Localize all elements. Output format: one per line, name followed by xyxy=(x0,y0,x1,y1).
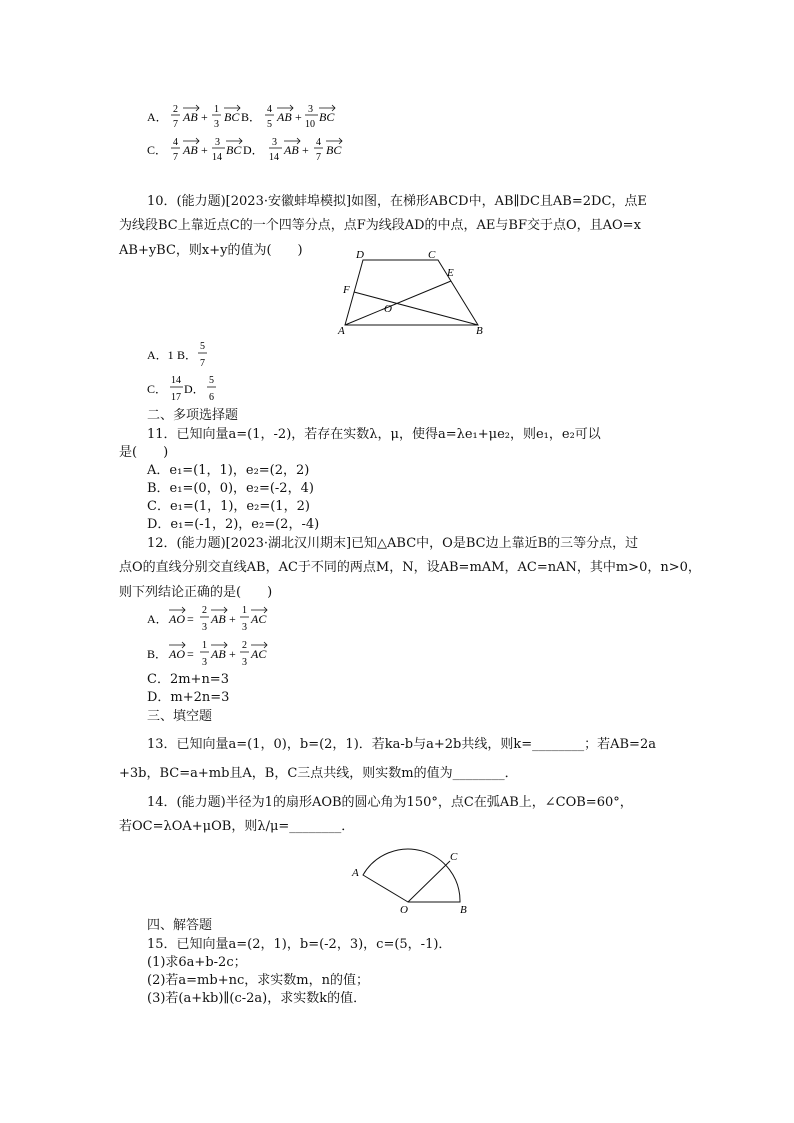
svg-text:5: 5 xyxy=(267,119,272,130)
svg-text:14: 14 xyxy=(212,152,222,163)
svg-text:AO: AO xyxy=(169,612,185,626)
svg-text:+: + xyxy=(229,612,236,626)
svg-text:2: 2 xyxy=(173,104,178,115)
svg-text:AB: AB xyxy=(277,110,292,124)
q10-label-d: D xyxy=(356,249,364,261)
svg-text:=: = xyxy=(187,612,194,626)
svg-text:BC: BC xyxy=(226,143,242,157)
svg-text:B．: B． xyxy=(241,110,262,124)
q11-option-c: C．e₁=(1，1)，e₂=(1，2) xyxy=(147,499,310,514)
q12-option-a xyxy=(147,602,277,639)
q12-b-math xyxy=(147,637,277,669)
q12-option-d: D．m+2n=3 xyxy=(147,690,230,705)
q11-line1: 11．已知向量a=(1，-2)，若存在实数λ，μ，使得a=λe₁+μe₂，则e₁，e₂可以 xyxy=(147,427,601,442)
q9-options-ab xyxy=(147,102,347,137)
q14-sector-figure xyxy=(348,840,478,918)
q14-label-b: B xyxy=(460,904,467,916)
svg-text:1: 1 xyxy=(242,605,247,616)
q9-options-cd xyxy=(147,135,347,170)
q14-line2: 若OC=λOA+μOB，则λ/μ=________． xyxy=(119,819,355,834)
svg-text:C．: C． xyxy=(147,143,168,157)
svg-text:+: + xyxy=(201,143,208,157)
q14-label-a: A xyxy=(352,867,359,879)
svg-text:+: + xyxy=(295,110,302,124)
q10-label-c: C xyxy=(428,249,436,261)
svg-text:14: 14 xyxy=(269,152,279,163)
svg-text:4: 4 xyxy=(173,137,178,148)
q11-option-a: A．e₁=(1，1)，e₂=(2，2) xyxy=(147,463,310,478)
svg-text:3: 3 xyxy=(242,622,247,633)
section-multi-choice-heading: 二、多项选择题 xyxy=(147,408,239,423)
svg-text:4: 4 xyxy=(316,137,321,148)
q10-line3: AB+yBC，则x+y的值为( ) xyxy=(119,243,303,258)
svg-text:BC: BC xyxy=(224,110,240,124)
q14-label-o: O xyxy=(400,904,408,916)
q12-line3: 则下列结论正确的是( ) xyxy=(119,585,273,600)
svg-text:10: 10 xyxy=(305,119,315,130)
q9-cd-math xyxy=(147,135,347,165)
svg-text:3: 3 xyxy=(272,137,277,148)
q10-cd-math xyxy=(147,371,227,405)
q10-label-b: B xyxy=(476,325,483,337)
q15-part2: (2)若a=mb+nc，求实数m，n的值； xyxy=(147,973,369,988)
q12-a-math xyxy=(147,602,277,634)
q13-line1: 13．已知向量a=(1，0)，b=(2，1)．若ka-b与a+2b共线，则k=________；若AB=2a xyxy=(147,737,656,752)
svg-text:C．: C． xyxy=(147,382,168,396)
q15-part1: (1)求6a+b-2c； xyxy=(147,955,247,970)
q12-option-c: C．2m+n=3 xyxy=(147,672,229,687)
svg-text:AB: AB xyxy=(183,143,198,157)
svg-text:2: 2 xyxy=(242,640,247,651)
svg-text:4: 4 xyxy=(267,104,272,115)
svg-text:3: 3 xyxy=(202,657,207,668)
svg-text:7: 7 xyxy=(200,358,205,369)
svg-text:D．: D． xyxy=(184,382,205,396)
q10-line2: 为线段BC上靠近点C的一个四等分点，点F为线段AD的中点，AE与BF交于点O，且AO=x xyxy=(119,218,641,233)
svg-text:7: 7 xyxy=(316,152,321,163)
svg-text:+: + xyxy=(201,110,208,124)
svg-text:D．: D． xyxy=(243,143,264,157)
svg-text:1: 1 xyxy=(214,104,219,115)
q12-option-b xyxy=(147,637,277,674)
q15-line1: 15．已知向量a=(2，1)，b=(-2，3)，c=(5，-1)． xyxy=(147,937,452,952)
q10-label-e: E xyxy=(447,267,454,279)
q11-option-d: D．e₁=(-1，2)，e₂=(2，-4) xyxy=(147,517,320,532)
svg-text:+: + xyxy=(302,143,309,157)
svg-text:AB: AB xyxy=(284,143,299,157)
section-answer-heading: 四、解答题 xyxy=(147,918,213,933)
q11-option-b: B．e₁=(0，0)，e₂=(-2，4) xyxy=(147,481,314,496)
svg-text:B．: B． xyxy=(177,348,198,362)
svg-text:+: + xyxy=(229,647,236,661)
q10-label-o: O xyxy=(384,303,392,315)
q9-ab-math xyxy=(147,102,347,132)
q10-trapezoid-figure xyxy=(330,248,500,338)
svg-text:A．: A． xyxy=(147,110,168,124)
svg-text:3: 3 xyxy=(242,657,247,668)
svg-text:A．1: A．1 xyxy=(147,348,174,362)
section-fill-in-heading: 三、填空题 xyxy=(147,709,213,724)
svg-text:3: 3 xyxy=(202,622,207,633)
q10-options-cd xyxy=(147,371,227,410)
svg-text:A．: A． xyxy=(147,612,168,626)
q10-line1: 10．(能力题)[2023·安徽蚌埠模拟]如图，在梯形ABCD中，AB∥DC且AB=2DC，点E xyxy=(147,194,647,209)
q11-line2: 是( ) xyxy=(119,445,169,460)
svg-text:=: = xyxy=(187,647,194,661)
q10-ab-math xyxy=(147,337,227,371)
svg-text:2: 2 xyxy=(202,605,207,616)
svg-text:1: 1 xyxy=(202,640,207,651)
svg-text:AO: AO xyxy=(169,647,185,661)
svg-text:AB: AB xyxy=(211,647,226,661)
svg-text:14: 14 xyxy=(171,375,181,386)
svg-text:5: 5 xyxy=(200,341,205,352)
svg-text:3: 3 xyxy=(214,119,219,130)
svg-text:B．: B． xyxy=(147,647,168,661)
svg-text:AB: AB xyxy=(183,110,198,124)
q15-part3: (3)若(a+kb)∥(c-2a)，求实数k的值． xyxy=(147,991,367,1006)
svg-text:AC: AC xyxy=(251,612,267,626)
svg-text:3: 3 xyxy=(308,104,313,115)
q14-label-c: C xyxy=(450,851,458,863)
svg-text:6: 6 xyxy=(209,392,214,403)
q10-label-a: A xyxy=(338,325,345,337)
svg-text:AC: AC xyxy=(251,647,267,661)
q12-line2: 点O的直线分别交直线AB，AC于不同的两点M，N，设AB=mAM，AC=nAN，其中m>0，n>0， xyxy=(119,560,701,575)
svg-text:7: 7 xyxy=(173,152,178,163)
q12-line1: 12．(能力题)[2023·湖北汉川期末]已知△ABC中，O是BC边上靠近B的三等分点，过 xyxy=(147,536,639,551)
svg-text:BC: BC xyxy=(319,110,335,124)
svg-text:AB: AB xyxy=(211,612,226,626)
q10-label-f: F xyxy=(343,284,350,296)
svg-text:3: 3 xyxy=(215,137,220,148)
q13-line2: +3b，BC=a+mb且A，B，C三点共线，则实数m的值为________． xyxy=(119,766,518,781)
q14-line1: 14．(能力题)半径为1的扇形AOB的圆心角为150°，点C在弧AB上，∠COB=60°， xyxy=(147,795,633,810)
svg-text:7: 7 xyxy=(173,119,178,130)
svg-text:BC: BC xyxy=(326,143,342,157)
svg-text:5: 5 xyxy=(209,375,214,386)
svg-text:17: 17 xyxy=(171,392,181,403)
